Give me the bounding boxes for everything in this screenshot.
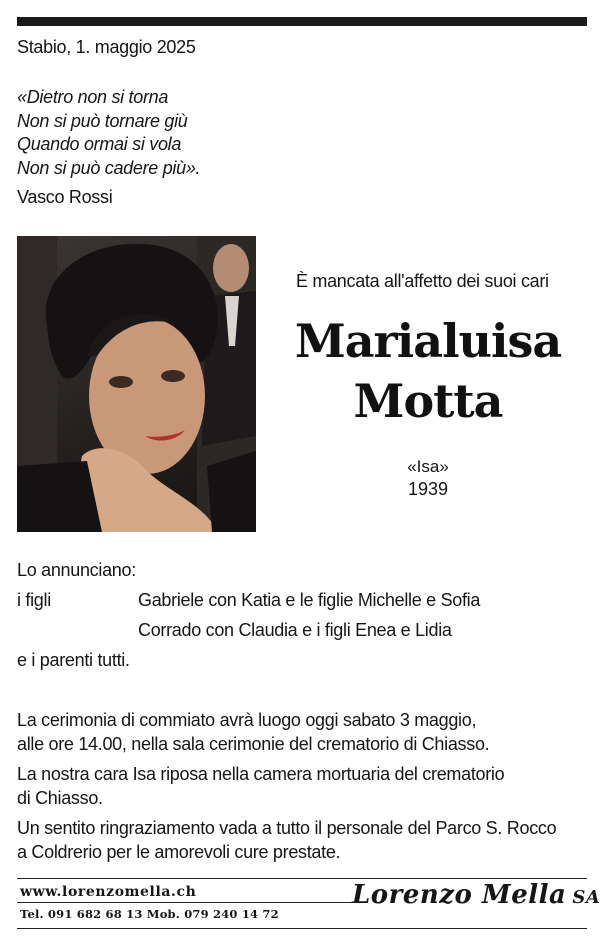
phone-numbers: Tel. 091 682 68 13 Mob. 079 240 14 72	[20, 907, 279, 921]
poem-quote	[17, 86, 200, 180]
deceased-birth-year: 1939	[407, 479, 449, 499]
footer-rule-mid	[17, 902, 357, 903]
deceased-last-name: Motta	[353, 374, 503, 428]
quote-author: Vasco Rossi	[17, 187, 113, 207]
child-entry: Corrado con Claudia e i figli Enea e Lidia	[138, 620, 452, 640]
portrait-photo	[17, 236, 256, 532]
dateline: Stabio, 1. maggio 2025	[17, 37, 196, 57]
notice-intro: È mancata all'affetto dei suoi cari	[296, 271, 549, 291]
website-link[interactable]: www.lorenzomella.ch	[20, 884, 197, 900]
ceremony-line: La cerimonia di commiato avrà luogo oggi sabato 3 maggio,	[17, 710, 477, 730]
quote-line: Non si può cadere più».	[17, 157, 201, 178]
relatives-line: e i parenti tutti.	[17, 650, 130, 670]
rest-line: La nostra cara Isa riposa nella camera mortuaria del crematorio	[17, 764, 505, 784]
top-rule	[17, 17, 587, 26]
rest-line: di Chiasso.	[17, 788, 103, 808]
children-label: i figli	[17, 590, 51, 610]
deceased-nickname: «Isa»	[407, 457, 449, 476]
footer-rule-top	[17, 878, 587, 879]
ceremony-line: alle ore 14.00, nella sala cerimonie del crematorio di Chiasso.	[17, 734, 490, 754]
deceased-first-name: Marialuisa	[294, 314, 562, 368]
portrait-illustration	[17, 236, 256, 532]
quote-line: Non si può tornare giù	[17, 110, 188, 131]
thanks-line: Un sentito ringraziamento vada a tutto il personale del Parco S. Rocco	[17, 818, 557, 838]
brand-name: Lorenzo Mella	[352, 880, 567, 910]
quote-line: Quando ormai si vola	[17, 134, 182, 154]
footer-rule-bottom	[17, 928, 587, 929]
child-entry: Gabriele con Katia e le figlie Michelle e Sofia	[138, 590, 481, 610]
announcers-heading: Lo annunciano:	[17, 560, 136, 580]
quote-line: «Dietro non si torna	[17, 87, 169, 107]
brand-suffix: SA	[572, 887, 600, 908]
funeral-home-brand	[352, 880, 600, 910]
thanks-line: a Coldrerio per le amorevoli cure prestate.	[17, 842, 341, 862]
